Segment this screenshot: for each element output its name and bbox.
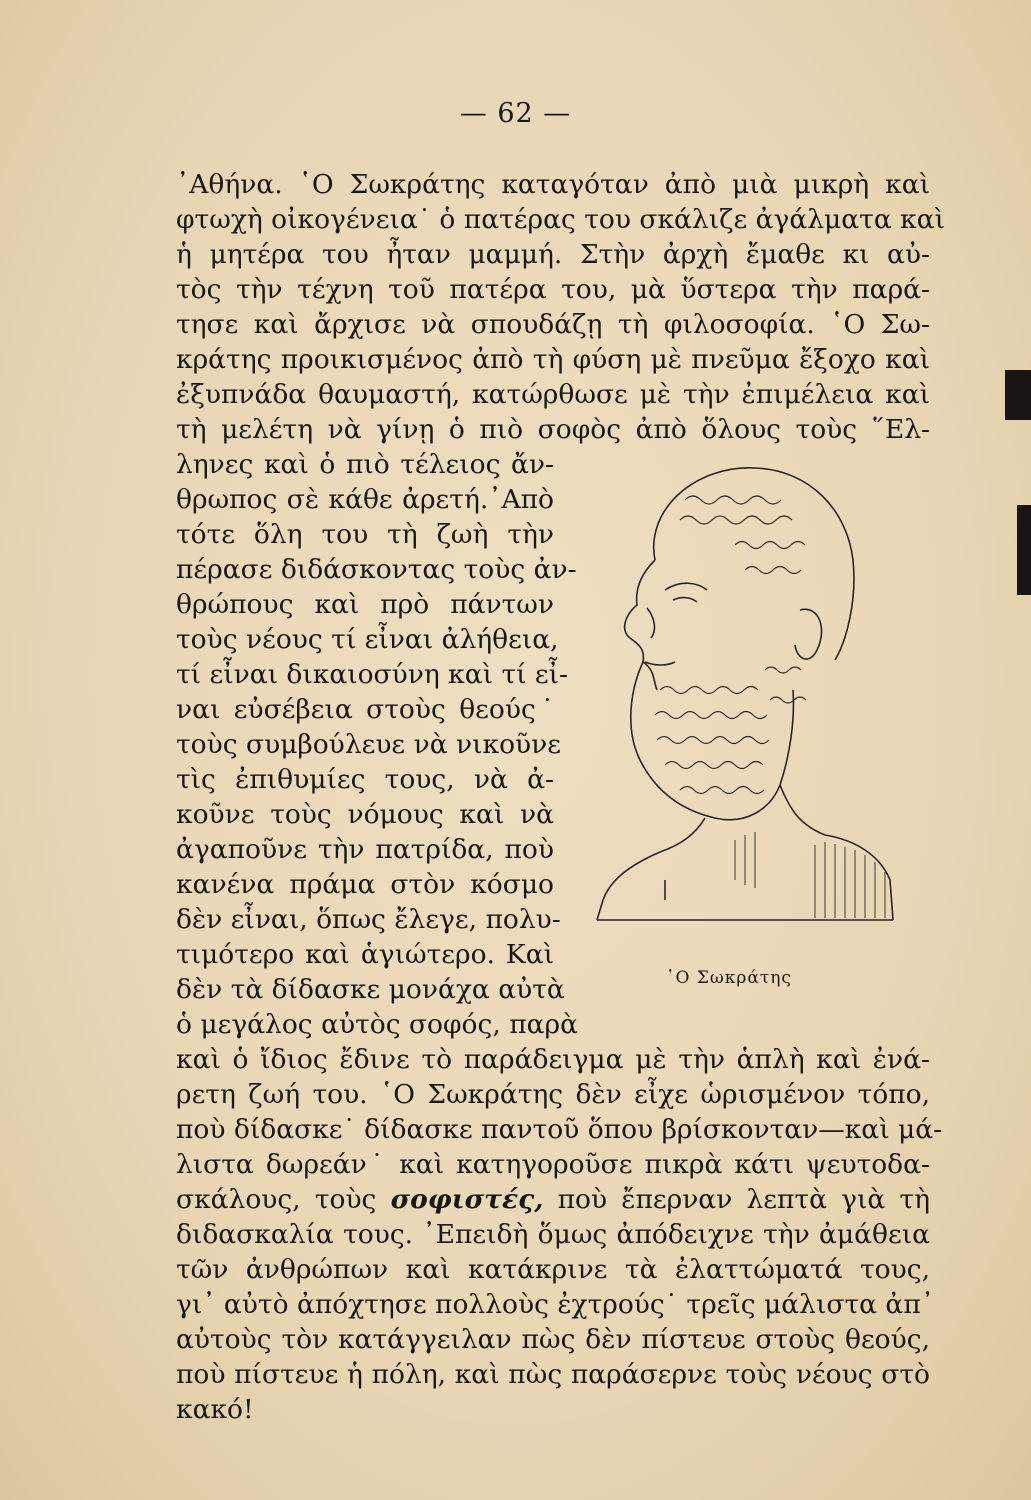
emphasized-term: σοφιστές, (390, 1184, 544, 1215)
text-line: τὶς ἐπιθυμίες τους, νὰ ἀ- (176, 764, 554, 795)
text-line: ποὺ πίστευε ἡ πόλη, καὶ πὼς παράσερνε τοὺς νέους στὸ (176, 1359, 930, 1390)
text-line: τοὺς νέους τί εἶναι ἀλήθεια, (176, 624, 559, 655)
text-line: ληνες καὶ ὁ πιὸ τέλειος ἄν- (176, 449, 554, 480)
text-line: λιστα δωρεάν˙ καὶ κατηγοροῦσε πικρὰ κάτι ψευτοδα- (176, 1149, 930, 1180)
text-line: τὸς τὴν τέχνη τοῦ πατέρα του, μὰ ὕστερα τὴν παρά- (176, 274, 930, 305)
text-line: θρωπος σὲ κάθε ἀρετή.᾿Απὸ (176, 484, 554, 515)
text-line: διδασκαλία τους. ᾿Επειδὴ ὅμως ἀπόδειχνε τὴν ἀμάθεια (176, 1219, 930, 1250)
text-fragment: σκάλους, τοὺς (176, 1184, 377, 1215)
text-line: ἡ μητέρα του ἦταν μαμμή. Στὴν ἀρχὴ ἔμαθε κι αὐ- (176, 239, 930, 270)
text-line: δὲν εἶναι, ὅπως ἔλεγε, πολυ- (176, 904, 561, 935)
text-line: ποὺ δίδασκε˙ δίδασκε παντοῦ ὅπου βρίσκονταν—καὶ μά- (176, 1114, 943, 1145)
text-line: γι᾿ αὐτὸ ἀπόχτησε πολλοὺς ἐχτρούς˙ τρεῖς μάλιστα ἀπ᾿ (176, 1289, 934, 1320)
text-line: καὶ ὁ ἴδιος ἔδινε τὸ παράδειγμα μὲ τὴν ἁπλὴ καὶ ἐνά- (176, 1044, 930, 1075)
text-line: τί εἶναι δικαιοσύνη καὶ τί εἶ- (176, 659, 568, 690)
text-line: τὴ μελέτη νὰ γίνῃ ὁ πιὸ σοφὸς ἀπὸ ὅλους τοὺς ῞Ελ- (176, 414, 930, 445)
text-line: τιμότερο καὶ ἁγιώτερο. Καὶ (176, 939, 554, 970)
text-fragment: ποὺ ἔπερναν λεπτὰ γιὰ τὴ (557, 1184, 930, 1215)
illustration-caption: ῾Ο Σωκράτης (666, 968, 792, 988)
text-line: τῶν ἀνθρώπων καὶ κατάκρινε τὰ ἐλαττώματά τους, (176, 1254, 930, 1285)
text-line: κακό! (176, 1394, 254, 1425)
text-line: ᾿Αθήνα. ῾Ο Σωκράτης καταγόταν ἀπὸ μιὰ μικρὴ καὶ (176, 169, 930, 200)
text-line: ἀγαποῦνε τὴν πατρίδα, ποὺ (176, 834, 554, 865)
text-line: πέρασε διδάσκοντας τοὺς ἀν- (176, 554, 577, 585)
text-line: κράτης προικισμένος ἀπὸ τὴ φύση μὲ πνεῦμα ἔξοχο καὶ (176, 344, 930, 375)
text-line: ὁ μεγάλος αὐτὸς σοφός, παρὰ (176, 1009, 578, 1040)
text-line: φτωχὴ οἰκογένεια˙ ὁ πατέρας του σκάλιζε ἀγάλματα καὶ (176, 204, 945, 235)
text-line: τότε ὅλη του τὴ ζωὴ τὴν (176, 519, 554, 550)
torn-edge (1017, 505, 1031, 595)
text-line: ἐξυπνάδα θαυμαστή, κατώρθωσε μὲ τὴν ἐπιμέλεια καὶ (176, 379, 930, 410)
torn-edge (1005, 370, 1031, 420)
text-line: ναι εὐσέβεια στοὺς θεούς˙ (176, 694, 554, 725)
text-line: αὐτοὺς τὸν κατάγγειλαν πὼς δὲν πίστευε στοὺς θεούς, (176, 1324, 930, 1355)
text-line: κοῦνε τοὺς νόμους καὶ νὰ (176, 799, 554, 830)
text-line: κανένα πράμα στὸν κόσμο (176, 869, 554, 900)
socrates-bust-illustration (585, 440, 905, 940)
text-line: τοὺς συμβούλευε νὰ νικοῦνε (176, 729, 561, 760)
text-line: δὲν τὰ δίδασκε μονάχα αὐτὰ (176, 974, 565, 1005)
text-line: ρετη ζωή του. ῾Ο Σωκράτης δὲν εἶχε ὡρισμένον τόπο, (176, 1079, 930, 1110)
text-line: τησε καὶ ἄρχισε νὰ σπουδάζῃ τὴ φιλοσοφία. ῾Ο Σω- (176, 309, 930, 340)
text-line: θρώπους καὶ πρὸ πάντων (176, 589, 554, 620)
text-line (176, 1183, 930, 1217)
page-number: — 62 — (459, 98, 572, 129)
